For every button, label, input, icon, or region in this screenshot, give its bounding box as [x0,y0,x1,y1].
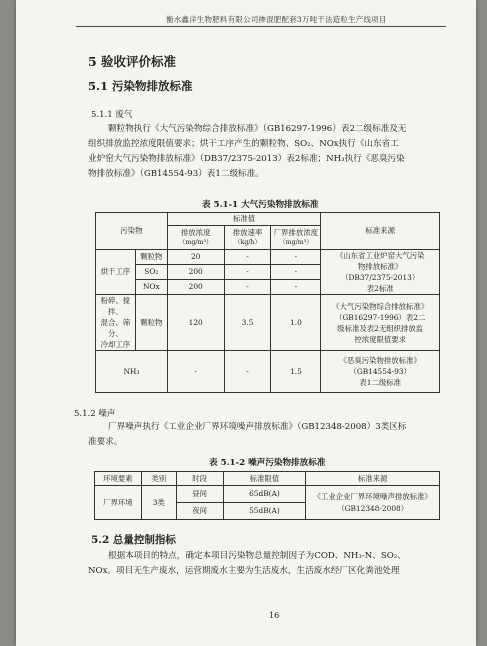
source-line: 《山东省工业炉窑大气污染 [335,251,425,260]
rate-cell: - [224,280,271,295]
source-line: 控浓度限值要求 [354,334,407,344]
table-row [96,351,440,393]
source-integrated-emission-standard [321,295,440,351]
source-line: 表1二级标准 [359,378,402,387]
header-label: 排放速率 [232,227,263,237]
pollutant-cell: NH₃ [96,351,168,393]
limit-cell: 55dB(A) [223,503,306,520]
header-rule [76,26,446,27]
source-line: （GB14554-93） [349,367,411,376]
header-label: 厂界排放浓度 [273,227,319,237]
header-standard-value: 标准值 [167,213,321,226]
header-limit: 标准限值 [223,472,306,486]
concentration-cell: - [167,351,224,393]
paragraph-line: 厂界噪声执行《工业企业厂界环境噪声排放标准》（GB12348-2008）3类区标 [108,422,407,432]
source-line: 级标准及表2无组织排放监 [337,323,424,333]
pollutant-cell: 颗粒物 [135,295,167,351]
boundary-cell: 1.5 [271,351,321,393]
paragraph-line: 根据本项目的特点，确定本项目污染物总量控制因子为COD、NH₃-N、SO₂、 [108,551,406,561]
rate-cell: 3.5 [224,295,271,351]
page-number: 16 [269,611,280,620]
group-line: 粉碎、搅拌、 [100,296,131,316]
rate-cell: - [224,265,271,280]
table-row [96,295,440,351]
document-page [16,0,476,646]
source-line: （GB16297-1996）表2二 [334,312,426,322]
group-line: 混合、筛分、 [100,318,131,338]
running-header: 衡水鑫洋生物肥料有限公司掺混肥配套3万吨干法造粒生产线项目 [166,15,387,24]
header-boundary-concentration [271,226,321,250]
pollutant-cell: SO₂ [135,265,167,280]
rate-cell: - [224,250,271,265]
header-standard-source: 标准来源 [321,213,440,250]
header-unit: （kg/h） [234,238,261,246]
section-5-1-title: 5.1 污染物排放标准 [88,79,193,93]
paragraph-line: 物排放标准》（GB14554-93）表1二级标准。 [88,169,264,179]
source-line: 《工业企业厂界环境噪声排放标准》 [313,491,432,501]
boundary-cell: 1.0 [271,295,321,351]
period-cell: 夜间 [176,503,223,520]
header-label: 排放浓度 [180,227,211,237]
air-pollutant-standard-table [95,212,440,393]
table-5-1-1-caption: 表 5.1-1 大气污染物排放标准 [202,200,319,210]
source-line: 物排放标准》 [358,262,403,271]
concentration-cell: 20 [167,250,224,265]
table-5-1-2-caption: 表 5.1-2 噪声污染物排放标准 [209,458,326,468]
header-unit: （mg/m³） [179,238,213,246]
group-line: 冷却工序 [100,340,131,349]
boundary-cell: - [271,280,321,295]
paragraph-exhaust-gas [88,122,443,182]
source-line: 表2标准 [366,284,394,293]
header-emission-rate [224,226,271,250]
limit-cell: 65dB(A) [223,486,306,503]
source-line: 《大气污染物综合排放标准》 [332,301,429,311]
header-unit: （mg/m³） [279,238,313,246]
concentration-cell: 120 [167,295,224,351]
section-5-1-2-title: 5.1.2 噪声 [74,409,116,419]
section-5-2-title: 5.2 总量控制指标 [91,534,176,546]
category-cell: 3类 [141,486,176,520]
source-line: （GB12348-2008） [337,503,409,513]
header-category: 类别 [141,472,176,486]
section-5-title: 5 验收评价标准 [88,54,177,69]
concentration-cell: 200 [167,280,224,295]
concentration-cell: 200 [167,265,224,280]
source-line: （DB37/2375-2013） [341,273,420,282]
paragraph-total-control [88,549,443,579]
header-standard-source: 标准来源 [306,472,440,486]
paragraph-line: 准要求。 [88,437,123,447]
boundary-cell: - [271,250,321,265]
source-line: 《恶臭污染物排放标准》 [339,356,421,365]
header-period: 时段 [176,472,223,486]
section-5-1-1-title: 5.1.1 废气 [91,110,133,120]
header-emission-concentration [167,226,224,250]
paragraph-line: 业炉窑大气污染物排放标准》（DB37/2375-2013）表2标准；NH₃执行《恶臭污染 [88,154,405,164]
group-crushing-mixing-screening-cooling [96,295,136,351]
rate-cell: - [224,351,271,393]
source-shandong-kiln-standard [321,250,440,295]
pollutant-cell: 颗粒物 [135,250,167,265]
period-cell: 昼间 [176,486,223,503]
paragraph-line: 组织排放监控浓度限值要求；烘干工序产生的颗粒物、SO₂、NOx执行《山东省工 [88,139,399,149]
source-odor-standard [321,351,440,393]
group-drying-process: 烘干工序 [96,250,136,295]
pollutant-cell: NOx [135,280,167,295]
paragraph-line: NOx。项目无生产废水，运营期废水主要为生活废水，生活废水经厂区化粪池处理 [88,566,400,576]
source-noise-standard [306,486,440,520]
header-pollutant: 污染物 [96,213,168,250]
table-row [95,486,440,503]
table-row [96,250,440,265]
paragraph-line: 颗粒物执行《大气污染物综合排放标准》（GB16297-1996）表2二级标准及无 [108,124,407,134]
environment-cell: 厂界环境 [95,486,142,520]
noise-standard-table [94,471,440,520]
paragraph-noise [88,420,443,450]
boundary-cell: - [271,265,321,280]
header-environment-element: 环境要素 [95,472,142,486]
